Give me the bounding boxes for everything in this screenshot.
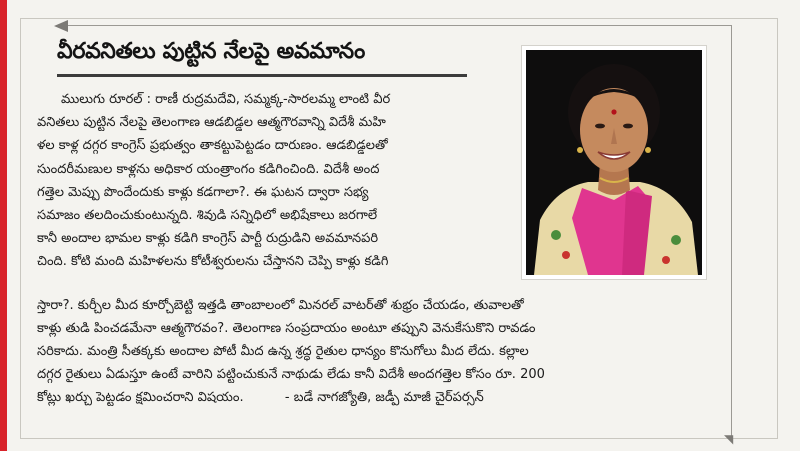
body-line: చింది. కోటి మంది మహిళలను కోటీశ్వరులను చేస్తానని చెప్పి కాళ్లు కడిగి [37,254,389,270]
body-line: సరికాదు. మంత్రి సీతక్కకు అందాల పోటీ మీద ఉన్న శ్రద్ధ రైతుల ధాన్యం కొనుగోలు మీద లేదు. కల్లాల [37,344,529,359]
body-line: వనితలు పుట్టిన నేలపై తెలంగాణ ఆడబిడ్డల ఆత్మగౌరవాన్ని విదేశీ మహి [37,115,386,131]
body-line: సమాజం తలదించుకుంటున్నది. శివుడి సన్నిధిలో అభిషేకాలు జరగాలే [37,208,378,224]
body-line: సుందరీమణుల కాళ్లను అధికార యంత్రాంగం కడిగించింది. విదేశీ అంద [37,161,380,177]
right-rule-line [731,25,732,439]
bottom-rule-line [40,438,732,439]
article-body-narrow [37,88,514,274]
article-body-wide [37,294,719,410]
body-line-signature: కోట్లు ఖర్చు పెట్టడం క్షమించరాని విషయం. - బడే నాగజ్యోతి, జడ్పీ మాజీ చైర్‌పర్సన్ [37,390,484,406]
top-rule-line [66,25,732,26]
body-line: కాళ్లు తుడి పించడమేనా ఆత్మగౌరవం?. తెలంగాణ సంప్రదాయం అంటూ తప్పుని వెనుకేసుకొని రావడం [37,320,536,336]
red-page-edge [0,0,7,451]
corner-chevron-icon: ◥ [724,432,734,446]
body-line: గత్తెల మెప్పు పొందేందుకు కాళ్లు కడగాలా?. ఈ ఘటన ద్వారా సభ్య [37,184,369,200]
headline-underline [57,74,467,77]
body-line: కానీ అందాల భామల కాళ్లు కడిగి కాంగ్రెస్ పార్టీ రుద్రుడిని అవమానపరి [37,231,379,247]
body-line: ములుగు రూరల్ : రాణీ రుద్రమదేవి, సమ్మక్క-సారలమ్మ లాంటి వీర [61,92,391,107]
article-headline: వీరవనితలు పుట్టిన నేలపై అవమానం [57,39,365,64]
body-line: స్తారా?. కుర్చీల మీద కూర్చోబెట్టి ఇత్తడి తాంబాలంలో మినరల్ వాటర్‌తో శుభ్రం చేయడం, తువాలతో [37,297,524,313]
body-line: ళల కాళ్ల దగ్గర కాంగ్రెస్ ప్రభుత్వం తాకట్టుపెట్టడం దారుణం. ఆడబిడ్డలతో [37,138,388,154]
body-line: దగ్గర రైతులు ఏడుస్తూ ఉంటే వారిని పట్టించుకునే నాథుడు లేడు కానీ విదేశీ అందగత్తెల కోసం రూ. 200 [37,367,545,383]
arrow-left-icon [54,20,68,32]
photo-frame [521,45,707,280]
portrait-photo [526,50,702,275]
